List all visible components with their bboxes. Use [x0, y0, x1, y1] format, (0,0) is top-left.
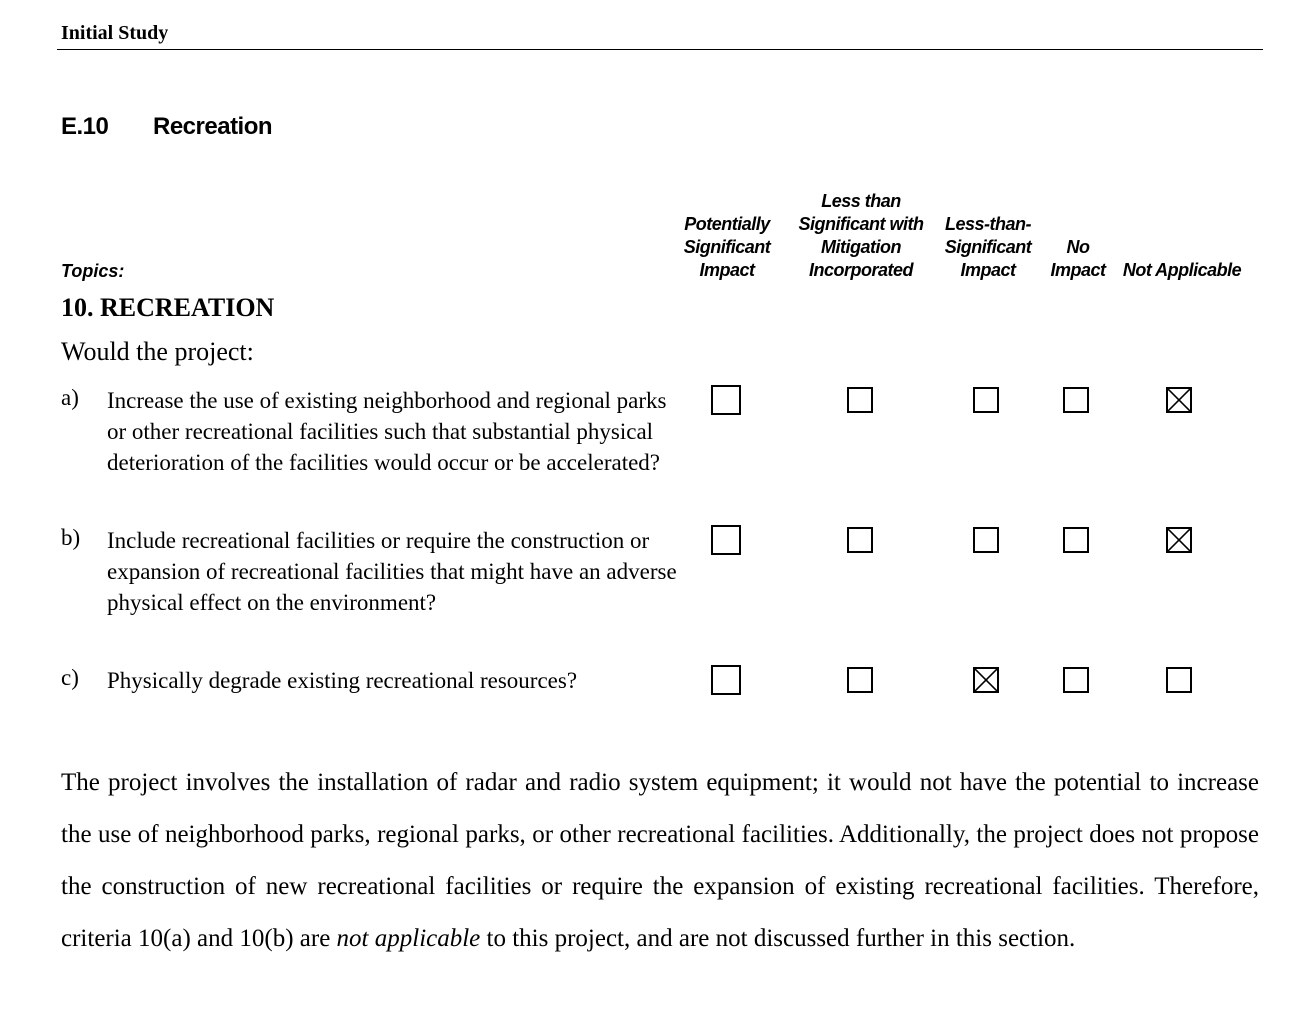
section-number: E.10 — [61, 113, 109, 140]
checkmark-x-icon — [1168, 529, 1190, 551]
column-header-line: Not Applicable — [1122, 260, 1242, 280]
column-header-line: Significant — [683, 237, 771, 257]
question-c-letter: c) — [61, 665, 79, 690]
checkbox-c-not-applicable[interactable] — [1166, 667, 1192, 693]
column-header-no-impact — [1044, 236, 1112, 282]
checkbox-b-less-than-significant-mitigation[interactable] — [847, 527, 873, 553]
column-header-line: Impact — [1050, 260, 1106, 280]
column-header-line: Less-than- — [944, 214, 1031, 234]
discussion-text: to this project, and are not discussed further in this section. — [480, 925, 1076, 952]
discussion-emphasis: not applicable — [336, 925, 481, 952]
column-header-line: Potentially — [684, 214, 770, 234]
column-header-line: Impact — [699, 260, 755, 280]
checkbox-c-potentially-significant[interactable] — [711, 665, 741, 695]
section-title: Recreation — [153, 113, 273, 140]
header-rule — [57, 49, 1263, 50]
topic-question-intro: Would the project: — [61, 337, 254, 366]
question-b-letter: b) — [61, 525, 81, 550]
column-header-line: Impact — [960, 260, 1016, 280]
checkbox-c-less-than-significant[interactable] — [973, 667, 999, 693]
checkbox-a-less-than-significant-mitigation[interactable] — [847, 387, 873, 413]
column-header-line: Mitigation — [821, 237, 901, 257]
checkbox-c-no-impact[interactable] — [1063, 667, 1089, 693]
question-c-text: Physically degrade existing recreational resources? — [107, 668, 578, 693]
checkbox-a-no-impact[interactable] — [1063, 387, 1089, 413]
question-a-letter: a) — [61, 385, 79, 410]
column-header-less-than-significant — [936, 213, 1040, 282]
discussion-paragraph — [61, 757, 1259, 965]
checkbox-c-less-than-significant-mitigation[interactable] — [847, 667, 873, 693]
column-header-line: No — [1066, 237, 1090, 257]
column-header-line: Incorporated — [808, 260, 913, 280]
question-a-text: Increase the use of existing neighborhood and regional parks or other recreational facilities such that substantial physical deterioration of the facilities would occur or be accelerated? — [107, 388, 667, 475]
question-b-text: Include recreational facilities or require the construction or expansion of recreational facilities that might have an adverse physical effect on the environment? — [107, 528, 677, 615]
checkbox-b-less-than-significant[interactable] — [973, 527, 999, 553]
checkbox-b-not-applicable[interactable] — [1166, 527, 1192, 553]
topic-heading: 10. RECREATION — [61, 293, 275, 322]
checkbox-b-potentially-significant[interactable] — [711, 525, 741, 555]
checkbox-a-less-than-significant[interactable] — [973, 387, 999, 413]
topics-label: Topics: — [61, 261, 125, 281]
column-header-line: Significant with — [798, 214, 924, 234]
checkmark-x-icon — [975, 669, 997, 691]
column-header-line: Less than — [821, 191, 901, 211]
discussion-text: The project involves the installation of radar and radio system equipment; it would not have the potential to increase the use of neighborhood parks, regional parks, or other recreational facilities. Additionally, the project does not propose the construction of new recreational facilities or require the expansion of existing recreational facilities. Therefore, criteria 10(a) and 10(b) are — [61, 769, 1259, 952]
checkbox-b-no-impact[interactable] — [1063, 527, 1089, 553]
checkbox-a-potentially-significant[interactable] — [711, 385, 741, 415]
column-header-line: Significant — [944, 237, 1032, 257]
column-header-less-than-significant-mitigation — [790, 190, 932, 282]
column-header-potentially-significant — [672, 213, 782, 282]
checkbox-a-not-applicable[interactable] — [1166, 387, 1192, 413]
running-header: Initial Study — [61, 22, 169, 44]
checkmark-x-icon — [1168, 389, 1190, 411]
column-header-not-applicable — [1118, 259, 1246, 282]
